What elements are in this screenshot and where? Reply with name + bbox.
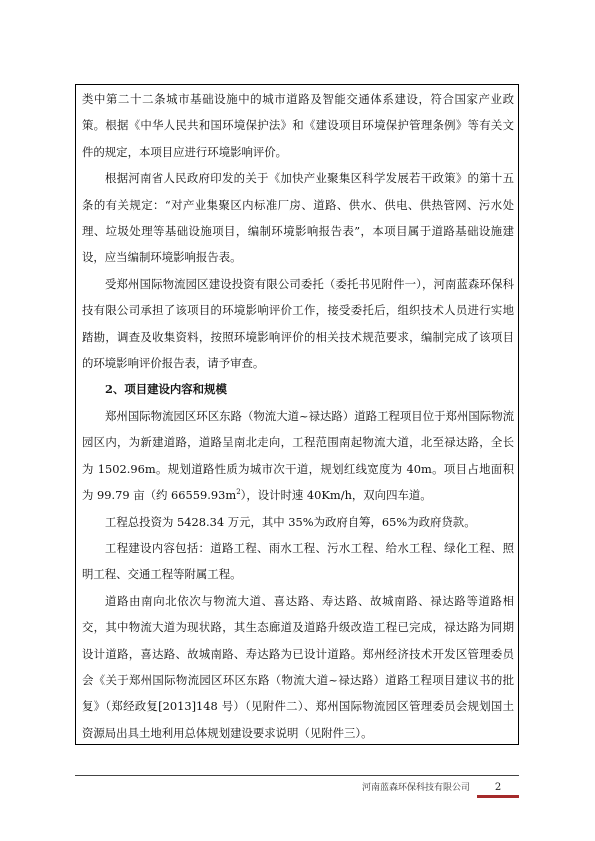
footer-divider (75, 775, 519, 776)
paragraph-industrial-policy: 类中第二十二条城市基础设施中的城市道路及智能交通体系建设，符合国家产业政策。根据《中华人民共和国环境保护法》和《建设项目环境保护管理条例》等有关文件的规定，本项目应进行环境影响评价。 (82, 92, 514, 159)
page-number: 2 (494, 782, 502, 793)
paragraph-project-location-text: 郑州国际物流园区环区东路（物流大道~禄达路）道路工程项目位于郑州国际物流园区内，为新建道路，道路呈南北走向，工程范围南起物流大道，北至禄达路，全长为 1502.96m。规划道路性质为城市次干道，规划红线宽度为 40m。项目占地面积为 99.79 亩（约 66559.93m (82, 408, 514, 503)
paragraph-construction-content: 工程建设内容包括：道路工程、雨水工程、污水工程、给水工程、绿化工程、照明工程、交通工程等附属工程。 (82, 540, 514, 582)
footer-company-name: 河南蓝森环保科技有限公司 (361, 783, 470, 793)
paragraph-project-location-tail: ），设计时速 40Km/h，双向四车道。 (240, 488, 432, 503)
paragraph-project-location (82, 403, 514, 509)
paragraph-commission: 受郑州国际物流园区建设投资有限公司委托（委托书见附件一），河南蓝森环保科技有限公司承担了该项目的环境影响评价工作，接受委托后，组织技术人员进行实地踏勘，调查及收集资料，按照环境影响评价的相关技术规范要求，编制完成了该项目的环境影响评价报告表，请予审查。 (82, 276, 514, 371)
document-body (82, 86, 514, 746)
superscript-squared: 2 (236, 488, 241, 497)
paragraph-road-intersections: 道路由南向北依次与物流大道、喜达路、寿达路、故城南路、禄达路等道路相交，其中物流大道为现状路，其生态廊道及道路升级改造工程已完成，禄达路为同期设计道路，喜达路、故城南路、寿达路为已设计道路。郑州经济技术开发区管理委员会《关于郑州国际物流园区环区东路（物流大道~禄达路）道路工程项目建议书的批复》（郑经政复[2013]148 号）（见附件二）、郑州国际物流园区管理委员会规划国土资源局出具土地利用总体规划建设要求说明（见附件三）。 (82, 593, 514, 740)
paragraph-provincial-policy: 根据河南省人民政府印发的关于《加快产业聚集区科学发展若干政策》的第十五条的有关规定：“对产业集聚区内标准厂房、道路、供水、供电、供热管网、污水处理、垃圾处理等基础设施项目，编制环境影响报告表”，本项目属于道路基础设施建设，应当编制环境影响报告表。 (82, 171, 514, 265)
paragraph-investment: 工程总投资为 5428.34 万元，其中 35%为政府自筹，65%为政府贷款。 (105, 514, 476, 529)
section-heading: 2、项目建设内容和规模 (105, 382, 227, 397)
